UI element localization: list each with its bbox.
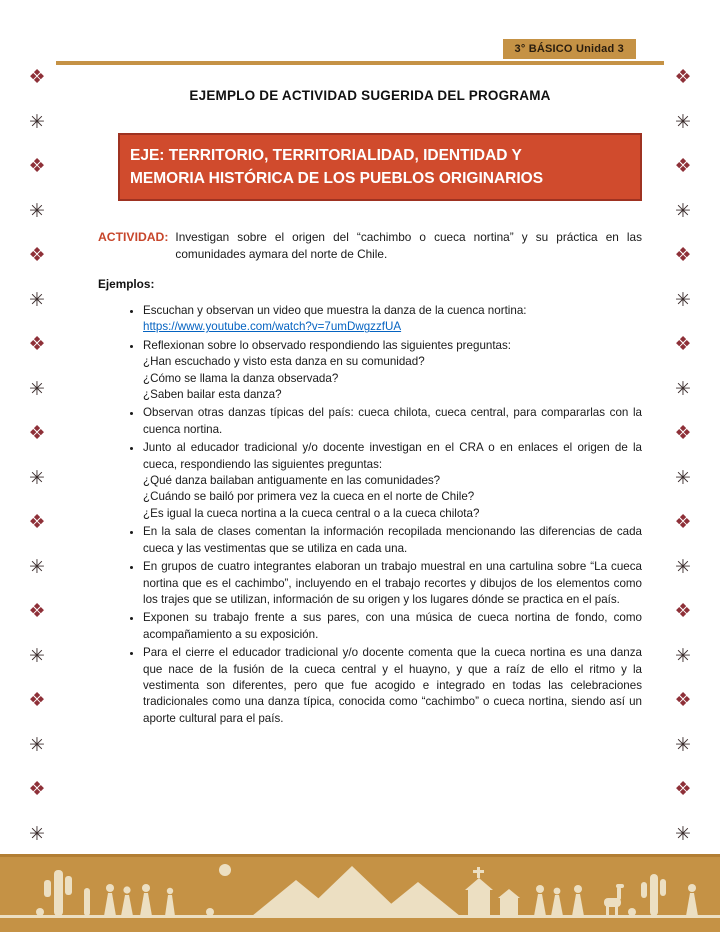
andean-landscape-illustration bbox=[0, 854, 720, 932]
decorative-border-right bbox=[666, 68, 700, 844]
andean-motif-icon: ✳ bbox=[675, 734, 691, 756]
andean-motif-icon: ✳ bbox=[675, 111, 691, 133]
andean-motif-icon: ❖ bbox=[28, 601, 46, 623]
activity-item bbox=[143, 559, 642, 608]
actividad-label: ACTIVIDAD: bbox=[98, 230, 169, 244]
activity-item bbox=[143, 645, 642, 727]
eje-banner bbox=[118, 133, 642, 201]
andean-motif-icon: ✳ bbox=[675, 645, 691, 667]
andean-motif-icon: ✳ bbox=[675, 378, 691, 400]
activity-item bbox=[143, 405, 642, 438]
andean-motif-icon: ✳ bbox=[29, 645, 45, 667]
question-line: ¿Han escuchado y visto esta danza en su comunidad? bbox=[143, 355, 425, 369]
andean-motif-icon: ❖ bbox=[674, 690, 692, 712]
content-area bbox=[98, 80, 642, 729]
footer-band bbox=[0, 854, 720, 932]
activity-text: Para el cierre el educador tradicional y/o docente comenta que la cueca nortina es una danza que nace de la fusión de la cueca central y el huayno, y que a raíz de ello el ritmo y la vestimenta son diferentes, pero que fue acogido e integrado en todas las celebraciones tradicionales como una danza típica, conocida como “cachimbo” o cueca nortina, siendo así un aporte cultural para el país. bbox=[143, 646, 642, 725]
andean-motif-icon: ❖ bbox=[674, 245, 692, 267]
question-line: ¿Saben bailar esta danza? bbox=[143, 388, 282, 402]
andean-motif-icon: ❖ bbox=[28, 156, 46, 178]
page-title: EJEMPLO DE ACTIVIDAD SUGERIDA DEL PROGRAMA bbox=[189, 88, 551, 103]
eje-banner-line2: MEMORIA HISTÓRICA DE LOS PUEBLOS ORIGINARIOS bbox=[130, 170, 544, 187]
andean-motif-icon: ❖ bbox=[28, 512, 46, 534]
activity-item bbox=[143, 303, 642, 336]
unit-badge: 3° BÁSICO Unidad 3 bbox=[503, 39, 636, 59]
andean-motif-icon: ❖ bbox=[674, 601, 692, 623]
andean-motif-icon: ❖ bbox=[674, 67, 692, 88]
activity-item bbox=[143, 440, 642, 522]
activity-text: • Reflexionan sobre lo observado respondiendo las siguientes preguntas: bbox=[143, 338, 512, 352]
decorative-border-left bbox=[20, 68, 54, 844]
andean-motif-icon: ❖ bbox=[28, 245, 46, 267]
activity-text: Escuchan y observan un video que muestra la danza de la cuenca nortina: bbox=[143, 304, 527, 317]
activity-text: • Junto al educador tradicional y/o docente investigan en el CRA o en enlaces el origen de la cueca, respondiendo las siguientes preguntas: bbox=[143, 441, 642, 471]
activity-item bbox=[143, 610, 642, 643]
andean-motif-icon: ❖ bbox=[28, 67, 46, 88]
youtube-link[interactable]: https://www.youtube.com/watch?v=7umDwgzzfUA bbox=[143, 320, 402, 334]
andean-motif-icon: ✳ bbox=[675, 823, 691, 845]
andean-motif-icon: ❖ bbox=[28, 334, 46, 356]
andean-motif-icon: ✳ bbox=[29, 111, 45, 133]
andean-motif-icon: ✳ bbox=[29, 289, 45, 311]
andean-motif-icon: ✳ bbox=[675, 200, 691, 222]
header-rule bbox=[56, 61, 664, 65]
question-line: ¿Cuándo se bailó por primera vez la cueca en el norte de Chile? bbox=[143, 490, 475, 504]
question-line: ¿Es igual la cueca nortina a la cueca central o a la cueca chilota? bbox=[143, 506, 480, 520]
andean-motif-icon: ✳ bbox=[29, 200, 45, 222]
andean-motif-icon: ❖ bbox=[674, 156, 692, 178]
andean-motif-icon: ✳ bbox=[675, 289, 691, 311]
andean-motif-icon: ✳ bbox=[29, 378, 45, 400]
activity-text: Observan otras danzas típicas del país: cueca chilota, cueca central, para compararlas con la cuenca nortina. bbox=[143, 406, 642, 436]
andean-motif-icon: ❖ bbox=[28, 779, 46, 801]
andean-motif-icon: ❖ bbox=[674, 423, 692, 445]
andean-motif-icon: ✳ bbox=[29, 823, 45, 845]
activity-text: Exponen su trabajo frente a sus pares, con una música de cueca nortina de fondo, como acompañamiento a su exposición. bbox=[143, 611, 642, 641]
eje-banner-line1: EJE: TERRITORIO, TERRITORIALIDAD, IDENTIDAD Y bbox=[130, 147, 522, 164]
activity-text: En la sala de clases comentan la información recopilada mencionando las diferencias de cada cueca y las vestimentas que se utiliza en cada una. bbox=[143, 525, 642, 555]
ejemplos-label: Ejemplos: bbox=[98, 277, 155, 291]
actividad-text: Investigan sobre el origen del “cachimbo o cueca nortina” y su práctica en las comunidades aymara del norte de Chile. bbox=[175, 230, 642, 261]
andean-motif-icon: ✳ bbox=[29, 734, 45, 756]
activity-item bbox=[143, 524, 642, 557]
andean-motif-icon: ❖ bbox=[674, 334, 692, 356]
activity-text: En grupos de cuatro integrantes elaboran un trabajo muestral en una cartulina sobre “La cueca nortina que es el cachimbo”, incluyendo en el trabajo recortes y dibujos de los elementos como los trajes que se utilizan, información de su origen y los lugares dónde se practica en el país. bbox=[143, 560, 642, 606]
andean-motif-icon: ❖ bbox=[28, 690, 46, 712]
andean-motif-icon: ❖ bbox=[28, 423, 46, 445]
andean-motif-icon: ✳ bbox=[29, 467, 45, 489]
activity-list bbox=[98, 303, 642, 727]
andean-motif-icon: ❖ bbox=[674, 779, 692, 801]
andean-motif-icon: ❖ bbox=[674, 512, 692, 534]
activity-item bbox=[143, 338, 642, 404]
andean-motif-icon: ✳ bbox=[675, 467, 691, 489]
andean-motif-icon: ✳ bbox=[675, 556, 691, 578]
andean-motif-icon: ✳ bbox=[29, 556, 45, 578]
actividad-paragraph bbox=[98, 229, 642, 262]
question-line: ¿Cómo se llama la danza observada? bbox=[143, 371, 339, 385]
question-line: ¿Qué danza bailaban antiguamente en las comunidades? bbox=[143, 474, 441, 488]
